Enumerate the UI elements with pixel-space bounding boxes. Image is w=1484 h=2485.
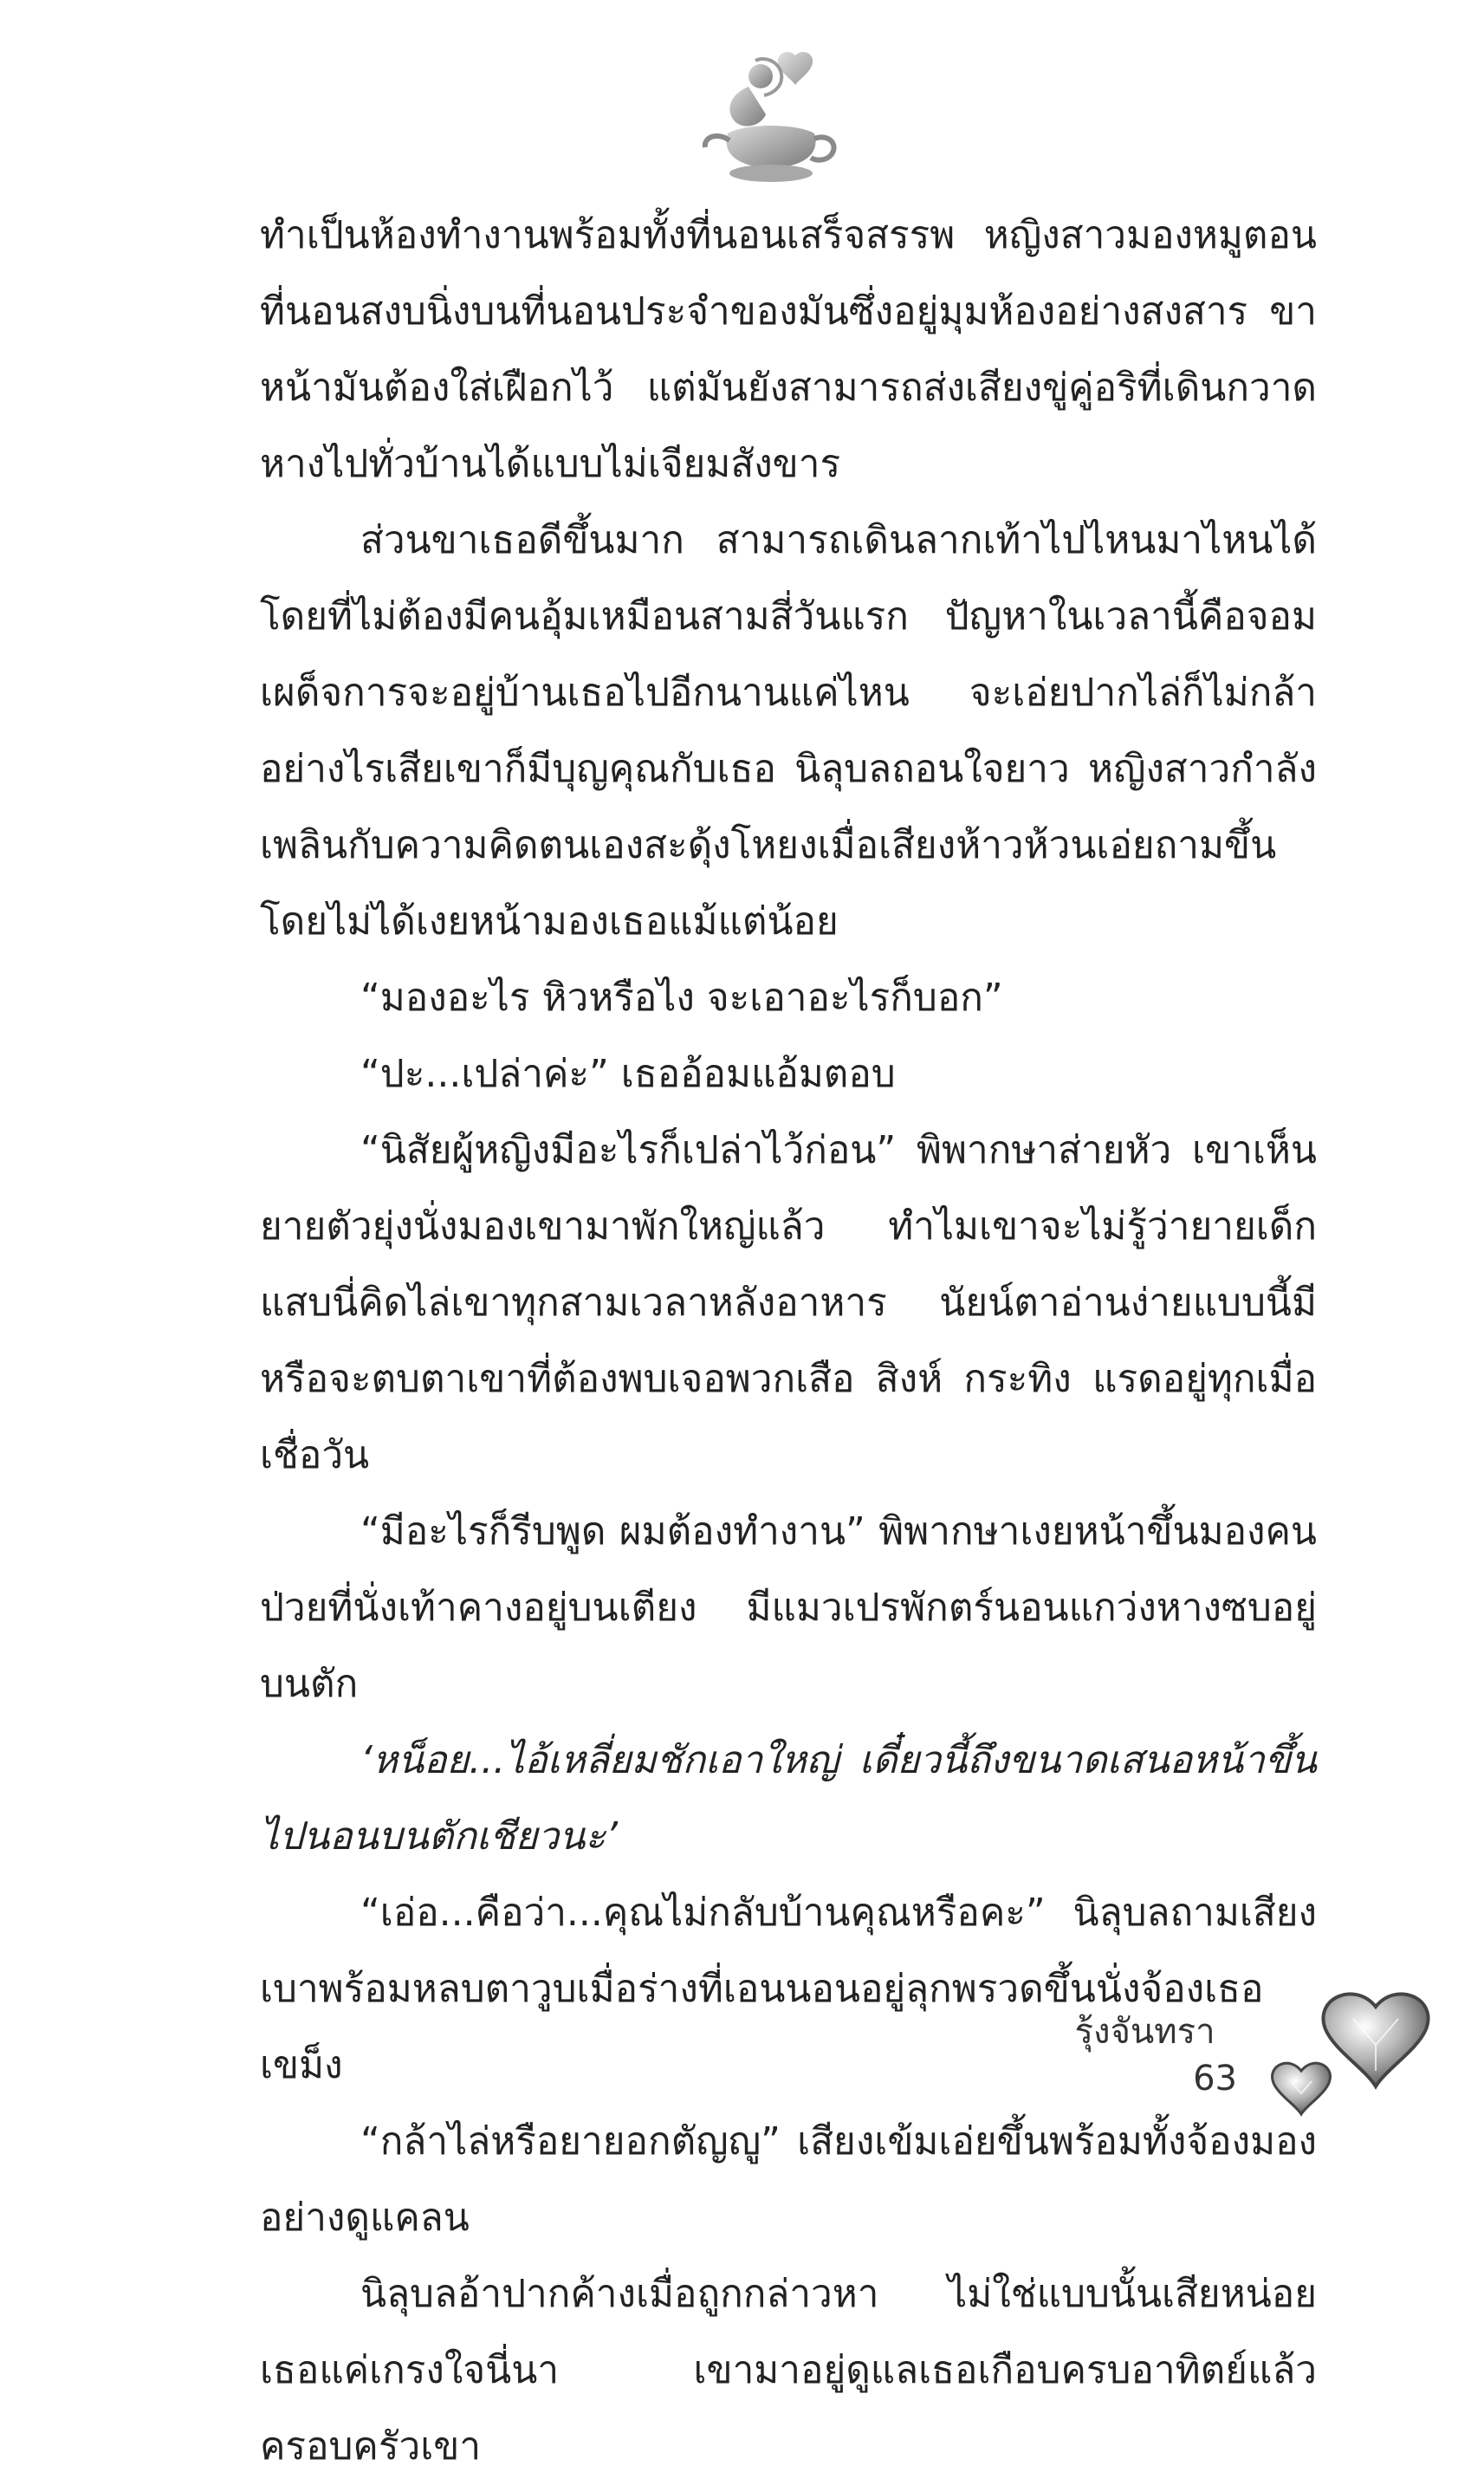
paragraph-8: “เอ่อ...คือว่า...คุณไม่กลับบ้านคุณหรือคะ” นิลุบลถามเสียงเบาพร้อมหลบตาวูบเมื่อร่างที่เอนนอนอยู่ลุกพรวดขึ้นนั่งจ้องเธอเขม็ง	[260, 1891, 1317, 2087]
paragraph-1: ทำเป็นห้องทำงานพร้อมทั้งที่นอนเสร็จสรรพ หญิงสาวมองหมูตอนที่นอนสงบนิ่งบนที่นอนประจำของมันซึ่งอยู่มุมห้องอย่างสงสาร ขาหน้ามันต้องใส่เฝือกไว้ แต่มันยังสามารถส่งเสียงขู่คู่อริที่เดินกวาดหางไปทั่วบ้านได้แบบไม่เจียมสังขาร	[260, 213, 1317, 486]
page-footer	[1040, 1967, 1473, 2140]
paragraph-4: “ปะ...เปล่าค่ะ” เธออ้อมแอ้มตอบ	[360, 1052, 896, 1096]
paragraph-3: “มองอะไร หิวหรือไง จะเอาอะไรก็บอก”	[360, 976, 1003, 1020]
book-title: รุ้งจันทรา	[1074, 2012, 1215, 2052]
cupid-teapot-icon	[693, 43, 849, 195]
footer-label	[1040, 2003, 1237, 2099]
paragraph-5: “นิสัยผู้หญิงมีอะไรก็เปล่าไว้ก่อน” พิพากษาส่ายหัว เขาเห็นยายตัวยุ่งนั่งมองเขามาพักใหญ่แล้ว ทำไมเขาจะไม่รู้ว่ายายเด็กแสบนี่คิดไล่เขาทุกสามเวลาหลังอาหาร นัยน์ตาอ่านง่ายแบบนี้มีหรือจะตบตาเขาที่ต้องพบเจอพวกเสือ สิงห์ กระทิง แรดอยู่ทุกเมื่อเชื่อวัน	[260, 1128, 1317, 1477]
paragraph-2: ส่วนขาเธอดีขึ้นมาก สามารถเดินลากเท้าไปไหนมาไหนได้โดยที่ไม่ต้องมีคนอุ้มเหมือนสามสี่วันแรก ปัญหาในเวลานี้คือจอมเผด็จการจะอยู่บ้านเธอไปอีกนานแค่ไหน จะเอ่ยปากไล่ก็ไม่กล้า อย่างไรเสียเขาก็มีบุญคุณกับเธอ นิลุบลถอนใจยาว หญิงสาวกำลังเพลินกับความคิดตนเองสะดุ้งโหยงเมื่อเสียงห้าวห้วนเอ่ยถามขึ้นโดยไม่ได้เงยหน้ามองเธอแม้แต่น้อย	[260, 518, 1317, 944]
page-number: 63	[1193, 2059, 1237, 2099]
paragraph-7-thought: ‘หน็อย...ไอ้เหลี่ยมชักเอาใหญ่ เดี๋ยวนี้ถึงขนาดเสนอหน้าขึ้นไปนอนบนตักเชียวนะ’	[260, 1738, 1317, 1859]
paragraph-6: “มีอะไรก็รีบพูด ผมต้องทำงาน” พิพากษาเงยหน้าขึ้นมองคนป่วยที่นั่งเท้าคางอยู่บนเตียง มีแมวเปรพักตร์นอนแกว่งหางซบอยู่บนตัก	[260, 1509, 1317, 1706]
paragraph-10: นิลุบลอ้าปากค้างเมื่อถูกกล่าวหา ไม่ใช่แบบนั้นเสียหน่อย เธอแค่เกรงใจนี่นา เขามาอยู่ดูแลเธอเกือบครบอาทิตย์แล้ว ครอบครัวเขา	[260, 2272, 1317, 2469]
body-text	[260, 198, 1317, 2485]
diamond-hearts-icon	[1267, 1976, 1435, 2127]
paragraph-9: “กล้าไล่หรือยายอกตัญญู” เสียงเข้มเอ่ยขึ้นพร้อมทั้งจ้องมองอย่างดูแคลน	[260, 2119, 1317, 2240]
